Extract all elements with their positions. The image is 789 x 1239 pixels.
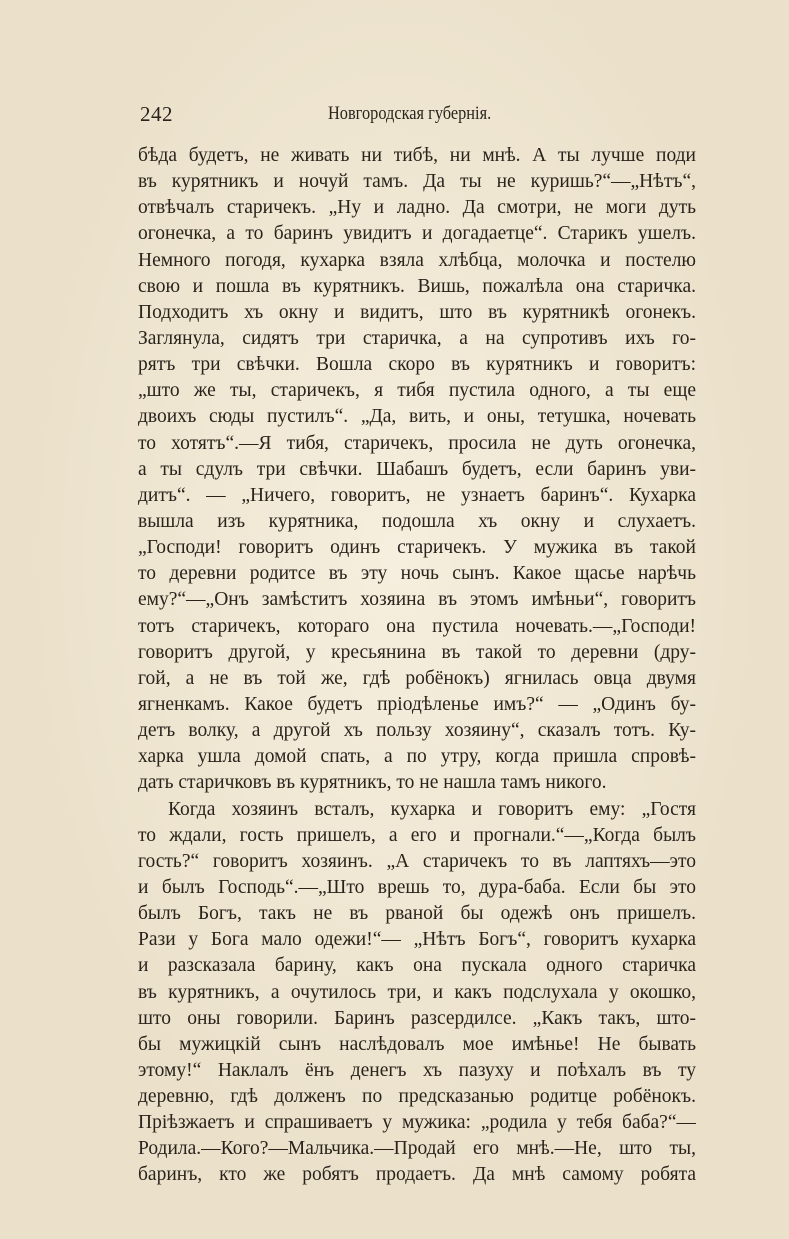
text-line: и разсказала барину, какъ она пускала одного старичка xyxy=(138,955,696,977)
text-line: рятъ три свѣчки. Вошла скоро въ курятникъ и говоритъ: xyxy=(138,354,696,376)
text-line: говоритъ другой, у кресьянина въ такой то деревни (дру- xyxy=(138,641,696,663)
text-line: детъ волку, а другой хъ пользу хозяину“, сказалъ тотъ. Ку- xyxy=(138,720,696,742)
text-line: што оны говорили. Баринъ разсердилсе. „Какъ такъ, што- xyxy=(138,1007,696,1029)
text-line: этому!“ Наклалъ ёнъ денегъ хъ пазуху и поѣхалъ въ ту xyxy=(138,1059,696,1081)
text-line: бы мужицкій сынъ наслѣдовалъ мое имѣнье! Не бывать xyxy=(138,1033,696,1055)
text-line: дитъ“. — „Ничего, говоритъ, не узнаетъ баринъ“. Кухарка xyxy=(138,484,696,506)
text-line: дать старичковъ въ курятникъ, то не нашла тамъ никого. xyxy=(138,772,607,794)
text-line: гость?“ говоритъ хозяинъ. „А старичекъ то въ лаптяхъ—это xyxy=(138,850,696,872)
text-line: баринъ, кто же робятъ продаетъ. Да мнѣ самому робята xyxy=(138,1164,696,1186)
text-line: бѣда будетъ, не живать ни тибѣ, ни мнѣ. А ты лучше поди xyxy=(138,145,696,166)
text-line: свою и пошла въ курятникъ. Вишь, пожалѣла она старичка. xyxy=(138,275,696,297)
text-line: ему?“—„Онъ замѣститъ хозяина въ этомъ имѣньи“, говоритъ xyxy=(138,589,696,611)
text-line: тотъ старичекъ, котораго она пустила ночевать.—„Господи! xyxy=(138,615,696,637)
text-line: „што же ты, старичекъ, я тибя пустила одного, а ты еще xyxy=(138,380,696,402)
text-line: вышла изъ курятника, подошла хъ окну и слухаетъ. xyxy=(138,510,696,532)
text-body xyxy=(138,143,696,1189)
text-line: Когда хозяинъ всталъ, кухарка и говоритъ ему: „Гостя xyxy=(168,798,696,820)
text-line: Рази у Бога мало одежи!“— „Нѣтъ Богъ“, говоритъ кухарка xyxy=(138,929,696,951)
text-line: Пріѣзжаетъ и спрашиваетъ у мужика: „родила у тебя баба?“— xyxy=(138,1112,696,1134)
text-line: былъ Богъ, такъ не въ рваной бы одежѣ онъ пришелъ. xyxy=(138,903,696,925)
running-head xyxy=(140,102,696,128)
text-line: отвѣчалъ старичекъ. „Ну и ладно. Да смотри, не моги дуть xyxy=(138,197,696,219)
paragraph xyxy=(138,797,696,1189)
text-line: то деревни родитсе въ эту ночь сынъ. Какое щасье нарѣчь xyxy=(138,563,696,585)
text-line: ягненкамъ. Какое будетъ пріодѣленье имъ?“ — „Одинъ бу- xyxy=(138,693,696,715)
text-line: и былъ Господь“.—„Што врешь то, дура-баба. Если бы это xyxy=(138,876,696,898)
text-line: двоихъ сюды пустилъ“. „Да, вить, и оны, тетушка, ночевать xyxy=(138,406,696,428)
text-line: гой, а не въ той же, гдѣ робёнокъ) ягнилась овца двумя xyxy=(138,667,696,689)
text-line: а ты сдулъ три свѣчки. Шабашъ будетъ, если баринъ уви- xyxy=(138,458,696,480)
text-line: деревню, гдѣ долженъ по предсказанью родитце робёнокъ. xyxy=(138,1086,696,1108)
text-line: то хотятъ“.—Я тибя, старичекъ, просила не дуть огонечка, xyxy=(138,432,696,454)
text-line: харка ушла домой спать, а по утру, когда пришла спровѣ- xyxy=(138,746,696,768)
text-line: Родила.—Кого?—Мальчика.—Продай его мнѣ.—Не, што ты, xyxy=(138,1138,696,1160)
text-line: то ждали, гость пришелъ, а его и прогнали.“—„Когда былъ xyxy=(138,824,696,846)
text-line: въ курятникъ, а очутилось три, и какъ подслухала у окошко, xyxy=(138,981,696,1003)
page-number: 242 xyxy=(140,102,173,126)
text-line: Заглянула, сидятъ три старичка, а на супротивъ ихъ го- xyxy=(138,327,696,349)
text-line: Подходитъ хъ окну и видитъ, што въ курятникѣ огонекъ. xyxy=(138,301,696,323)
text-line: „Господи! говоритъ одинъ старичекъ. У мужика въ такой xyxy=(138,537,696,559)
text-line: Немного погодя, кухарка взяла хлѣбца, молочка и постелю xyxy=(138,249,696,271)
paragraph xyxy=(138,143,696,797)
text-line: въ курятникъ и ночуй тамъ. Да ты не куришь?“—„Нѣтъ“, xyxy=(138,171,696,193)
text-line: огонечка, а то баринъ увидитъ и догадаетце“. Старикъ ушелъ. xyxy=(138,223,696,245)
page-header-title: Новгородская губернія. xyxy=(328,103,492,124)
